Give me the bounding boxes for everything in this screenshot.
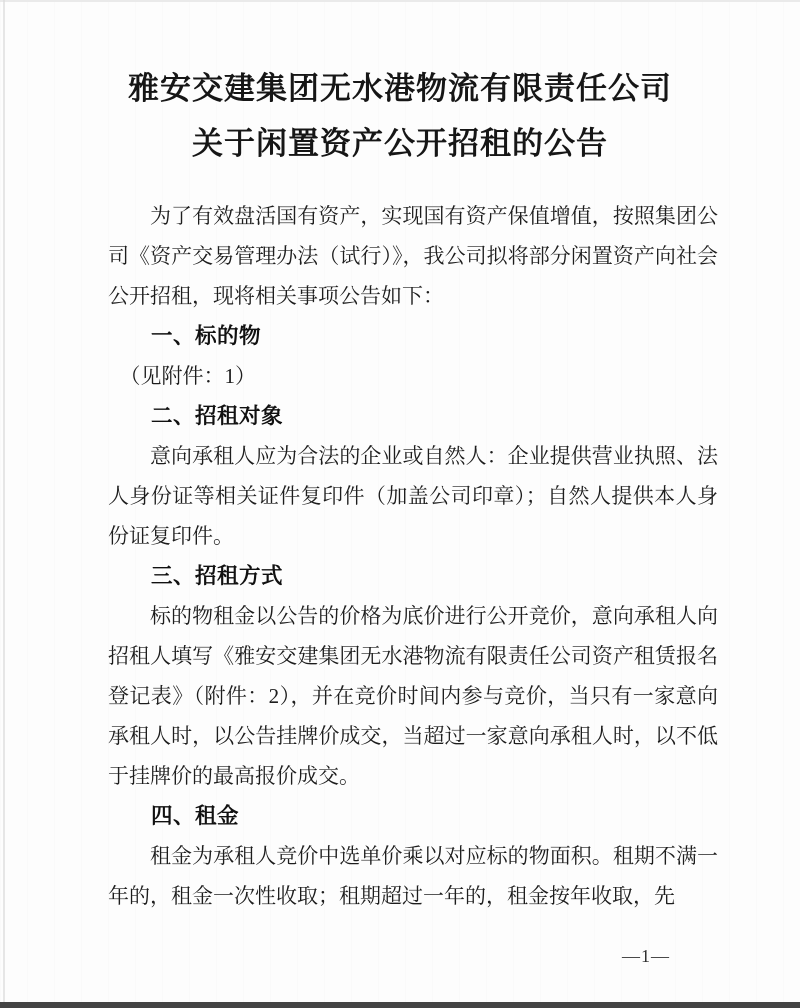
section-1-body: （见附件：1） bbox=[119, 364, 257, 388]
scan-left-edge bbox=[3, 0, 5, 1008]
section-3-heading: 三、招租方式 bbox=[151, 564, 284, 588]
section-1-heading: 一、标的物 bbox=[151, 324, 262, 348]
section-4-body: 租金为承租人竞价中选单价乘以对应标的物面积。租期不满一年的，租金一次性收取；租期超过一年的，租金按年收取，先 bbox=[108, 844, 718, 908]
section-2-body: 意向承租人应为合法的企业或自然人：企业提供营业执照、法人身份证等相关证件复印件（加盖公司印章）；自然人提供本人身份证复印件。 bbox=[108, 444, 718, 548]
intro-paragraph: 为了有效盘活国有资产，实现国有资产保值增值，按照集团公司《资产交易管理办法（试行）》，我公司拟将部分闲置资产向社会公开招租，现将相关事项公告如下： bbox=[108, 204, 718, 308]
document-title-block bbox=[0, 61, 800, 171]
document-title-line2: 关于闲置资产公开招租的公告 bbox=[192, 126, 608, 161]
document-title-line1: 雅安交建集团无水港物流有限责任公司 bbox=[128, 71, 672, 106]
section-2-heading: 二、招租对象 bbox=[151, 404, 284, 428]
document-body bbox=[108, 196, 718, 916]
section-3-body: 标的物租金以公告的价格为底价进行公开竞价，意向承租人向招租人填写《雅安交建集团无水港物流有限责任公司资产租赁报名登记表》（附件：2），并在竞价时间内参与竞价，当只有一家意向承租人时，以公告挂牌价成交，当超过一家意向承租人时，以不低于挂牌价的最高报价成交。 bbox=[108, 604, 718, 788]
scan-bottom-bar bbox=[0, 1002, 800, 1008]
scan-top-edge bbox=[0, 0, 800, 2]
page-number: —1— bbox=[622, 946, 670, 966]
section-4-heading: 四、租金 bbox=[151, 804, 240, 828]
